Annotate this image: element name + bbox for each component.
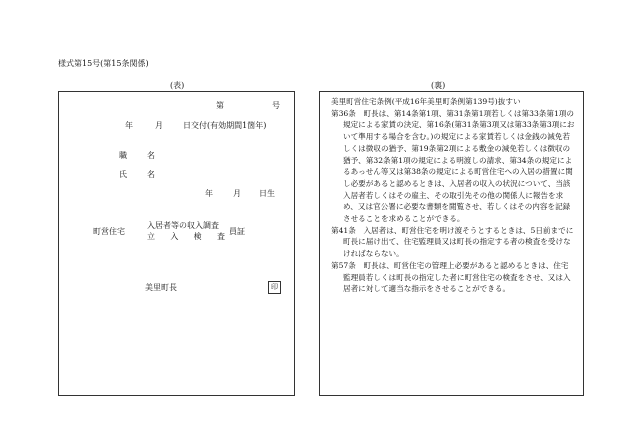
certificate-title-left: 町営住宅 xyxy=(93,227,125,236)
ordinance-excerpt-title: 美里町営住宅条例(平成16年美里町条例第139号)抜すい xyxy=(331,97,521,106)
article-57: 第57条 町長は、町営住宅の管理上必要があると認めるときは、住宅監理員若しくは町長の指定した者に町営住宅の検査をさせ、又は入居者に対して適当な指示をさせることができる。 xyxy=(331,260,571,294)
back-panel xyxy=(319,91,584,396)
back-side-label: (裏) xyxy=(431,81,446,90)
certificate-title-right: 員証 xyxy=(229,227,245,236)
name-label: 氏 名 xyxy=(119,170,155,179)
certificate-no-prefix: 第 xyxy=(216,101,224,110)
certificate-title-line2: 立入検査 xyxy=(147,232,225,241)
birth-year-label: 年 xyxy=(205,189,213,198)
front-panel xyxy=(58,91,295,396)
issued-month-label: 月 xyxy=(155,121,163,130)
birth-day-label: 日生 xyxy=(259,189,275,198)
ordinance-excerpt xyxy=(331,96,576,295)
article-41: 第41条 入居者は、町営住宅を明け渡そうとするときは、5日前までに町長に届け出て、住宅監理員又は町長の指定する者の検査を受けなければならない。 xyxy=(331,225,574,259)
form-number-label: 様式第15号(第15条関係) xyxy=(58,59,149,68)
certificate-no-suffix: 号 xyxy=(272,101,280,110)
issuer-name: 美里町長 xyxy=(145,283,177,292)
issued-day-validity-label: 日交付(有効期間1箇年) xyxy=(183,121,267,130)
position-label: 職 名 xyxy=(119,151,155,160)
birth-month-label: 月 xyxy=(233,189,241,198)
seal-stamp-box: 印 xyxy=(268,281,281,294)
certificate-title-line1: 入居者等の収入調査 xyxy=(147,221,219,230)
issued-year-label: 年 xyxy=(125,121,133,130)
article-36: 第36条 町長は、第14条第1項、第31条第1項若しくは第33条第1項の規定による家賃の決定、第16条(第31条第3項又は第33条第3項において準用する場合を含む。)の規定による家賃若しくは金銭の減免若しくは徴収の猶予、第19条第2項による敷金の減免若しくは徴収の猶予、第32条第1項の規定による明渡しの請求、第34条の規定によるあっせん等又は第38条の規定による町営住宅への入居の措置に関し必要があると認めるときは、入居者の収入の状況について、当該入居者若しくはその雇主、その取引先その他の関係人に報告を求め、又は官公署に必要な書類を閲覧させ、若しくはその内容を記録させることを求めることができる。 xyxy=(331,108,575,224)
front-side-label: (表) xyxy=(170,81,185,90)
